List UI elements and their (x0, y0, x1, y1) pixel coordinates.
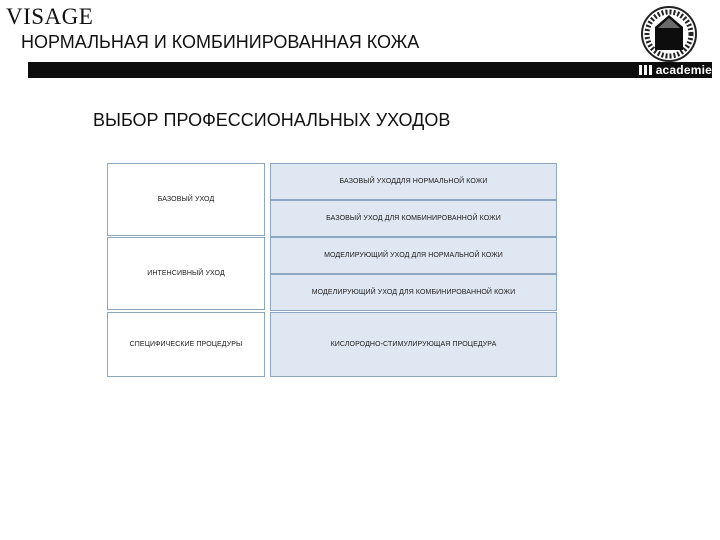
page-subtitle: НОРМАЛЬНАЯ И КОМБИНИРОВАННАЯ КОЖА (21, 32, 420, 52)
header-bar (28, 62, 712, 78)
category-specific: СПЕЦИФИЧЕСКИЕ ПРОЦЕДУРЫ (107, 312, 265, 377)
academie-logo (639, 62, 712, 78)
treatment-modeling-normal: МОДЕЛИРУЮЩИЙ УХОД ДЛЯ НОРМАЛЬНОЙ КОЖИ (270, 237, 557, 274)
seal-logo (640, 5, 698, 63)
category-intensive: ИНТЕНСИВНЫЙ УХОД (107, 237, 265, 310)
academie-logo-text: academie (655, 63, 712, 77)
brand-title: VISAGE (6, 4, 94, 29)
treatment-basic-normal: БАЗОВЫЙ УХОДДЛЯ НОРМАЛЬНОЙ КОЖИ (270, 163, 557, 200)
academie-mark-icon (639, 64, 653, 76)
section-title: ВЫБОР ПРОФЕССИОНАЛЬНЫХ УХОДОВ (93, 110, 451, 130)
treatment-oxygen-stimulating: КИСЛОРОДНО-СТИМУЛИРУЮЩАЯ ПРОЦЕДУРА (270, 312, 557, 377)
category-basic: БАЗОВЫЙ УХОД (107, 163, 265, 236)
treatment-basic-combination: БАЗОВЫЙ УХОД ДЛЯ КОМБИНИРОВАННОЙ КОЖИ (270, 200, 557, 237)
treatment-modeling-combination: МОДЕЛИРУЮЩИЙ УХОД ДЛЯ КОМБИНИРОВАННОЙ КОЖИ (270, 274, 557, 311)
